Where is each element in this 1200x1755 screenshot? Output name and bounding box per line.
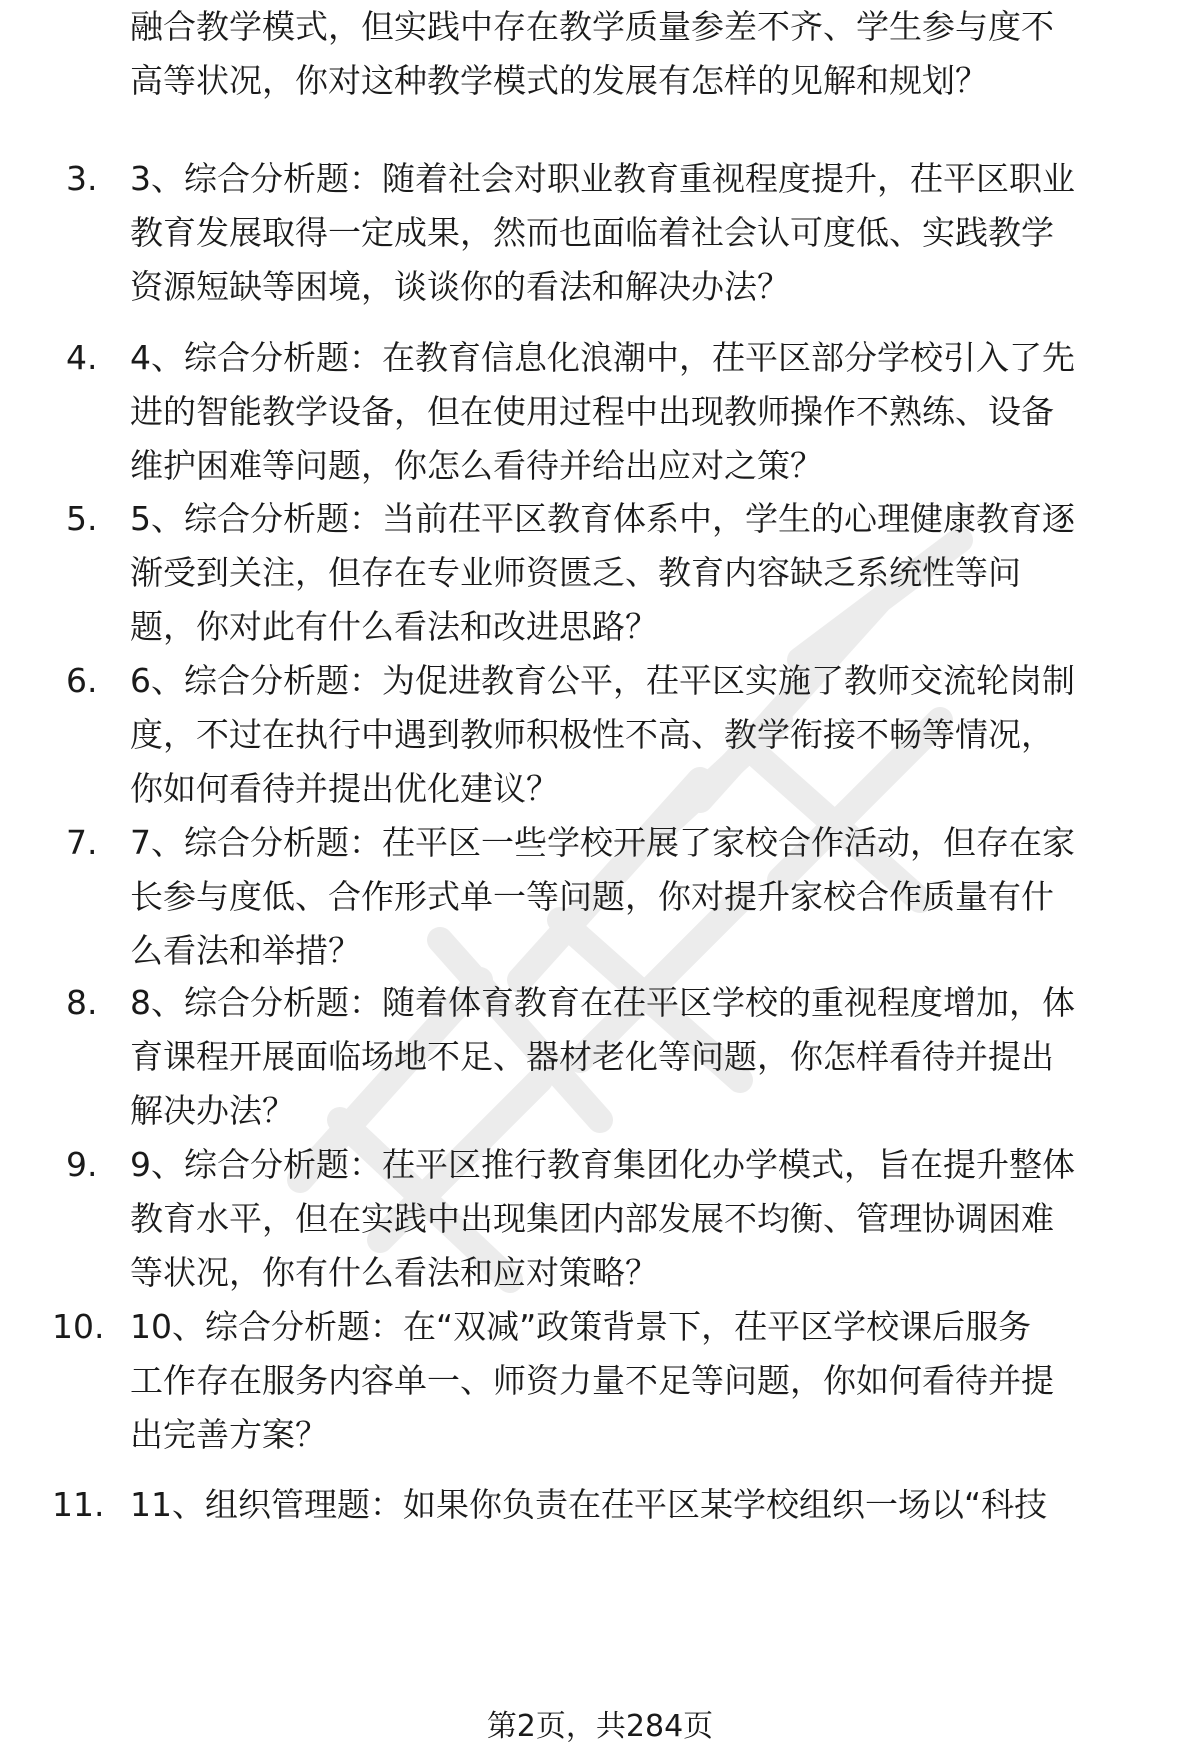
text-line: 5、综合分析题：当前茌平区教育体系中，学生的心理健康教育逐 bbox=[130, 499, 1075, 538]
item-text bbox=[130, 331, 1170, 493]
text-line: 维护困难等问题，你怎么看待并给出应对之策？ bbox=[130, 446, 823, 485]
text-line: 3、综合分析题：随着社会对职业教育重视程度提升，茌平区职业 bbox=[130, 159, 1075, 198]
text-line: 9、综合分析题：茌平区推行教育集团化办学模式，旨在提升整体 bbox=[130, 1145, 1075, 1184]
text-line: 等状况，你有什么看法和应对策略？ bbox=[130, 1253, 658, 1292]
text-line: 育课程开展面临场地不足、器材老化等问题，你怎样看待并提出 bbox=[130, 1037, 1054, 1076]
text-line: 你如何看待并提出优化建议？ bbox=[130, 769, 559, 808]
text-line: 8、综合分析题：随着体育教育在茌平区学校的重视程度增加，体 bbox=[130, 983, 1075, 1022]
text-line: 题，你对此有什么看法和改进思路？ bbox=[130, 607, 658, 646]
text-line: 长参与度低、合作形式单一等问题，你对提升家校合作质量有什 bbox=[130, 877, 1054, 916]
item-number: 4. bbox=[66, 338, 98, 377]
item-number: 7. bbox=[66, 823, 98, 862]
text-line: 10、综合分析题：在“双减”政策背景下，茌平区学校课后服务 bbox=[130, 1307, 1032, 1346]
text-line: 资源短缺等困境，谈谈你的看法和解决办法？ bbox=[130, 267, 790, 306]
item-text bbox=[130, 1478, 1170, 1532]
item-number: 3. bbox=[66, 159, 98, 198]
text-line: 么看法和举措？ bbox=[130, 931, 361, 970]
item-number: 9. bbox=[66, 1145, 98, 1184]
text-line: 高等状况，你对这种教学模式的发展有怎样的见解和规划？ bbox=[130, 61, 988, 100]
item-number: 5. bbox=[66, 499, 98, 538]
text-line: 工作存在服务内容单一、师资力量不足等问题，你如何看待并提 bbox=[130, 1361, 1054, 1400]
text-line: 6、综合分析题：为促进教育公平，茌平区实施了教师交流轮岗制 bbox=[130, 661, 1075, 700]
item-number: 10. bbox=[52, 1307, 105, 1346]
item-number: 6. bbox=[66, 661, 98, 700]
text-line: 4、综合分析题：在教育信息化浪潮中，茌平区部分学校引入了先 bbox=[130, 338, 1075, 377]
text-line: 7、综合分析题：茌平区一些学校开展了家校合作活动，但存在家 bbox=[130, 823, 1075, 862]
text-line: 解决办法？ bbox=[130, 1091, 295, 1130]
page-number: 第2页，共284页 bbox=[486, 1709, 714, 1744]
item-text bbox=[130, 816, 1170, 978]
text-line: 11、组织管理题：如果你负责在茌平区某学校组织一场以“科技 bbox=[130, 1485, 1048, 1524]
text-line: 出完善方案？ bbox=[130, 1415, 328, 1454]
continuation-paragraph bbox=[130, 0, 1170, 108]
item-text bbox=[130, 654, 1170, 816]
text-line: 度，不过在执行中遇到教师积极性不高、教学衔接不畅等情况， bbox=[130, 715, 1054, 754]
item-number: 11. bbox=[52, 1485, 105, 1524]
item-text bbox=[130, 1300, 1170, 1462]
item-text bbox=[130, 1138, 1170, 1300]
text-line: 融合教学模式，但实践中存在教学质量参差不齐、学生参与度不 bbox=[130, 7, 1054, 46]
item-number: 8. bbox=[66, 983, 98, 1022]
item-text bbox=[130, 152, 1170, 314]
text-line: 教育发展取得一定成果，然而也面临着社会认可度低、实践教学 bbox=[130, 213, 1054, 252]
item-text bbox=[130, 492, 1170, 654]
text-line: 进的智能教学设备，但在使用过程中出现教师操作不熟练、设备 bbox=[130, 392, 1054, 431]
text-line: 教育水平，但在实践中出现集团内部发展不均衡、管理协调困难 bbox=[130, 1199, 1054, 1238]
text-line: 渐受到关注，但存在专业师资匮乏、教育内容缺乏系统性等问 bbox=[130, 553, 1021, 592]
item-text bbox=[130, 976, 1170, 1138]
